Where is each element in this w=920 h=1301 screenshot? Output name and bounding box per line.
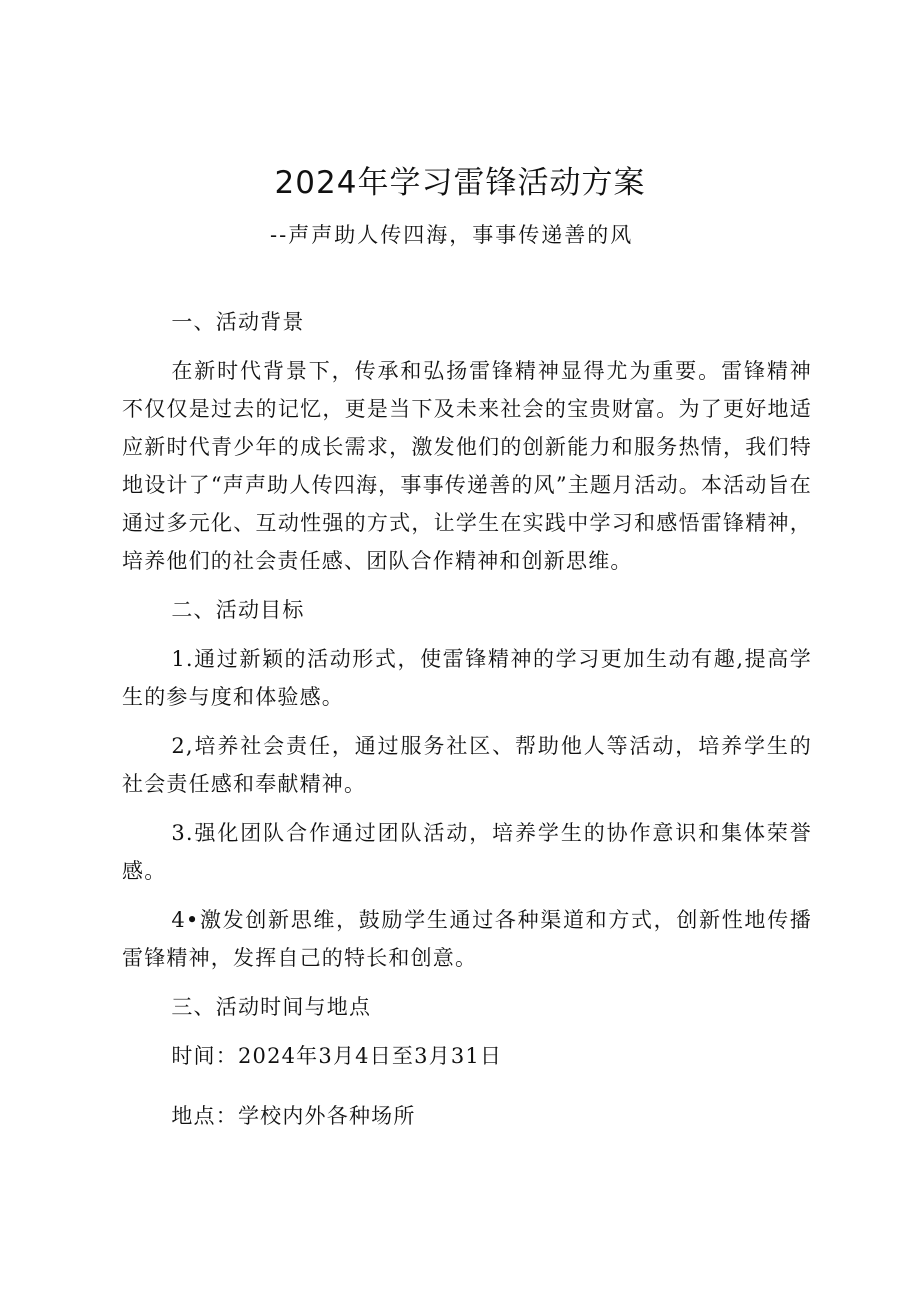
goal-item-2: 2,培养社会责任，通过服务社区、帮助他人等活动，培养学生的社会责任感和奉献精神。 [122,734,812,796]
section-heading-goals: 二、活动目标 [171,598,305,622]
document-subtitle: --声声助人传四海，事事传递善的风 [270,223,634,247]
section-heading-time-place: 三、活动时间与地点 [171,995,372,1019]
section-heading-background: 一、活动背景 [171,310,305,334]
goal-item-1: 1.通过新颖的活动形式，使雷锋精神的学习更加生动有趣,提高学生的参与度和体验感。 [122,647,812,709]
document-title: 2024年学习雷锋活动方案 [274,165,646,201]
document-body [122,303,812,1135]
place-line: 地点：学校内外各种场所 [171,1104,416,1128]
time-line: 时间：2024年3月4日至3月31日 [171,1044,503,1068]
goal-item-4: 4•激发创新思维，鼓励学生通过各种渠道和方式，创新性地传播雷锋精神，发挥自己的特长和创意。 [122,908,812,970]
goal-item-3: 3.强化团队合作通过团队活动，培养学生的协作意识和集体荣誉感。 [122,821,812,883]
background-paragraph: 在新时代背景下，传承和弘扬雷锋精神显得尤为重要。雷锋精神不仅仅是过去的记忆，更是当下及未来社会的宝贵财富。为了更好地适应新时代青少年的成长需求，激发他们的创新能力和服务热情，我们特地设计了“声声助人传四海，事事传递善的风”主题月活动。本活动旨在通过多元化、互动性强的方式，让学生在实践中学习和感悟雷锋精神，培养他们的社会责任感、团队合作精神和创新思维。 [122,359,812,573]
